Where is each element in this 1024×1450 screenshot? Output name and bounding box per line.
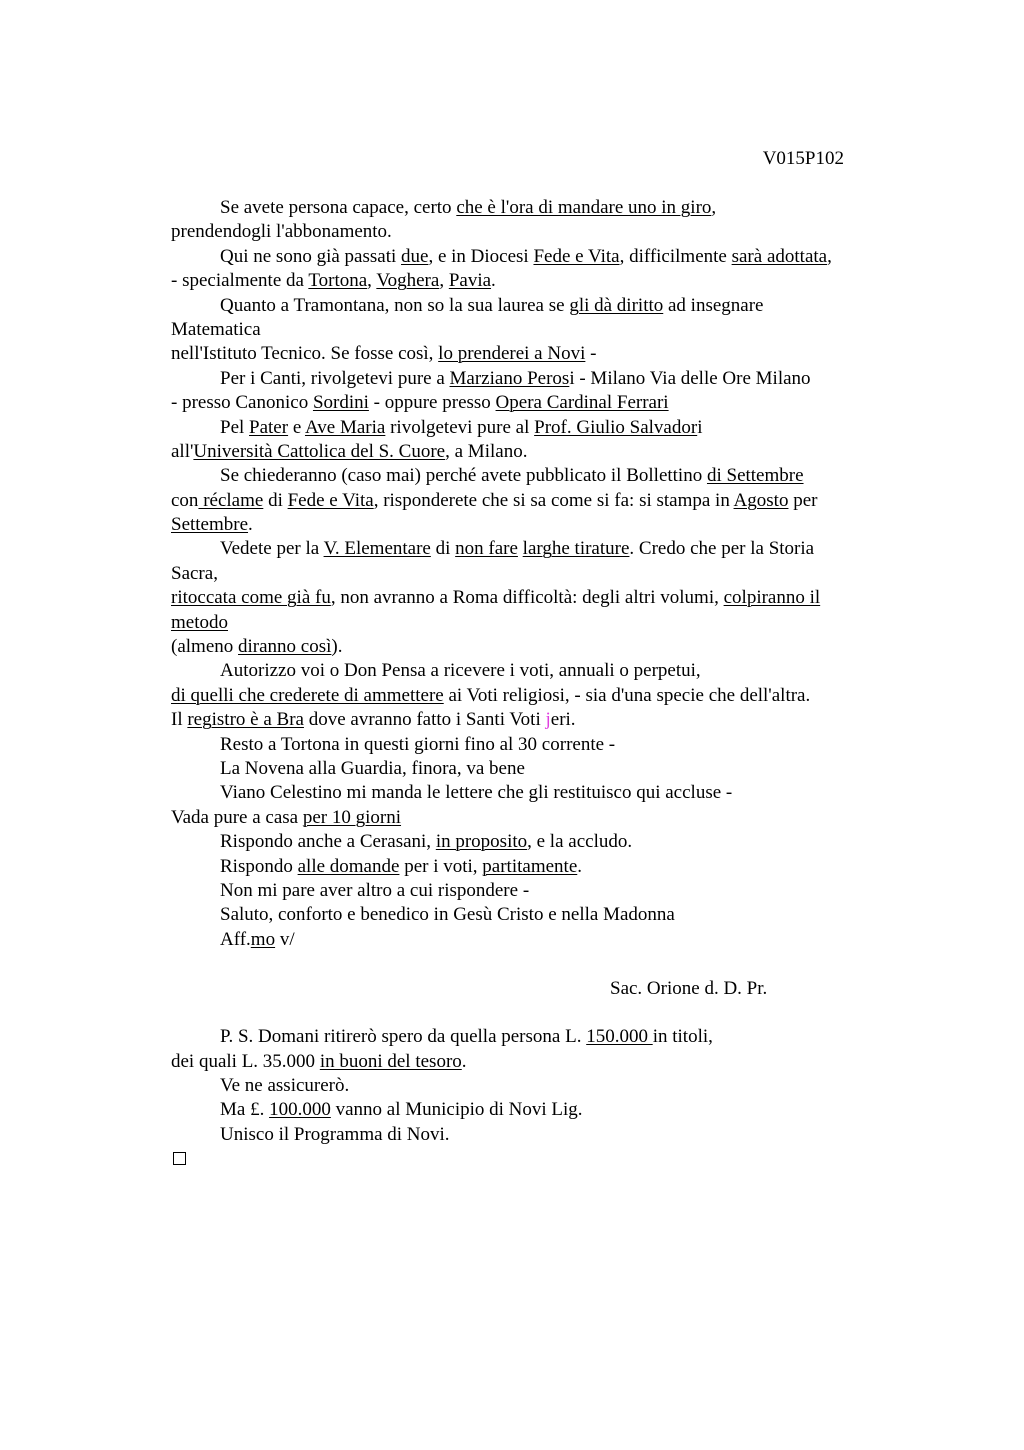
line-text: Rispondo [220, 855, 298, 877]
line-text: - presso Canonico [171, 392, 313, 414]
text-line [171, 781, 891, 805]
line-text: Ma £. [220, 1099, 270, 1121]
underlined-text: colpiranno il [723, 587, 821, 609]
text-line [171, 586, 891, 610]
line-text: , risponderete che si sa come si fa: si stampa in [373, 489, 734, 511]
line-text: Vada pure a casa [171, 806, 303, 828]
underlined-text: registro è a Bra [187, 709, 304, 731]
highlighted-letter: j [545, 709, 551, 731]
text-line [171, 513, 891, 537]
line-text: . [248, 514, 253, 536]
line-text: Autorizzo voi o Don Pensa a ricevere i voti, annuali o perpetui, [220, 660, 701, 682]
text-line [171, 342, 891, 366]
underlined-text: in proposito [435, 831, 528, 853]
underlined-text: sarà adottata [731, 245, 828, 267]
line-text: P. S. Domani ritirerò spero da quella persona L. [220, 1026, 587, 1048]
underlined-text: di quelli che crederete di ammettere [171, 684, 444, 706]
line-text: eri. [550, 709, 576, 731]
underlined-text: Pavia [448, 270, 492, 292]
text-line [171, 1123, 891, 1147]
line-text: Matematica [171, 318, 261, 340]
text-line [171, 684, 891, 708]
line-text: in titoli, [652, 1026, 713, 1048]
underlined-text: réclame [198, 489, 264, 511]
underlined-text: metodo [171, 611, 228, 633]
line-text: (almeno [171, 636, 239, 658]
text-line [171, 440, 891, 464]
line-text: di [263, 489, 288, 511]
underlined-text: Pater [249, 416, 289, 438]
line-text: di [430, 538, 456, 560]
signature-line [171, 977, 891, 1001]
line-text: ). [331, 636, 343, 658]
text-line [171, 708, 891, 732]
line-text: i - Milano Via delle Ore Milano [569, 367, 811, 389]
line-text: vanno al Municipio di Novi Lig. [330, 1099, 583, 1121]
underlined-text: V. Elementare [323, 538, 431, 560]
line-text: Per i Canti, rivolgetevi pure a [220, 367, 450, 389]
line-text: , a Milano. [445, 440, 528, 462]
checkbox-square [171, 1147, 891, 1171]
line-text: - specialmente da [171, 270, 309, 292]
underlined-text: Università Cattolica del S. Cuore [193, 440, 446, 462]
underlined-text: Fede e Vita [287, 489, 374, 511]
line-text: , [439, 270, 449, 292]
underlined-text: Tortona [308, 270, 368, 292]
underlined-text: alle domande [297, 855, 400, 877]
underlined-text: non fare [455, 538, 518, 560]
text-line [171, 294, 891, 318]
underlined-text: larghe tirature [522, 538, 630, 560]
line-text: Sacra, [171, 562, 218, 584]
text-line [171, 1025, 891, 1049]
line-text: nell'Istituto Tecnico. Se fosse così, [171, 343, 439, 365]
line-text: Non mi pare aver altro a cui rispondere - [220, 879, 530, 901]
text-line [171, 489, 891, 513]
line-text: , [827, 245, 832, 267]
text-line [171, 830, 891, 854]
line-text: . Credo che per la Storia [629, 538, 815, 560]
text-line [171, 1074, 891, 1098]
line-text: Viano Celestino mi manda le lettere che gli restituisco qui accluse - [220, 782, 733, 804]
text-line [171, 416, 891, 440]
text-line [171, 879, 891, 903]
underlined-text: Opera Cardinal Ferrari [495, 392, 669, 414]
underlined-text: Agosto [733, 489, 789, 511]
text-line [171, 903, 891, 927]
text-line [171, 464, 891, 488]
underlined-text: due [401, 245, 429, 267]
line-text: Qui ne sono già passati [220, 245, 402, 267]
line-text: , non avranno a Roma difficoltà: degli altri volumi, [330, 587, 724, 609]
line-text: Sac. Orione d. D. Pr. [610, 977, 768, 999]
text-line [171, 733, 891, 757]
underlined-text: partitamente [482, 855, 578, 877]
line-text: Ve ne assicurerò. [220, 1075, 350, 1097]
text-line [171, 635, 891, 659]
underlined-text: Settembre [171, 514, 249, 536]
line-text: Quanto a Tramontana, non so la sua laurea se [220, 294, 570, 316]
square-icon [173, 1152, 186, 1165]
text-line [171, 757, 891, 781]
line-text: . [461, 1050, 467, 1072]
underlined-text: Voghera [376, 270, 440, 292]
line-text: Rispondo anche a Cerasani, [220, 831, 436, 853]
line-text: , [367, 270, 377, 292]
line-text: Unisco il Programma di Novi. [220, 1123, 450, 1145]
line-text: Aff. [220, 928, 251, 950]
underlined-text: mo [250, 928, 276, 950]
line-text: , [711, 197, 717, 218]
line-text: , e in Diocesi [428, 245, 534, 267]
underlined-text: che è l'ora di mandare uno in giro [456, 197, 712, 218]
underlined-text: Sordini [312, 392, 369, 414]
text-line [171, 1050, 891, 1074]
document-code: V015P102 [762, 148, 844, 169]
text-line [171, 806, 891, 830]
line-text: rivolgetevi pure al [385, 416, 535, 438]
underlined-text: in buoni del tesoro [319, 1050, 462, 1072]
line-text: per [788, 489, 818, 511]
line-text: all' [171, 440, 194, 462]
line-text: v/ [275, 928, 295, 950]
text-line [171, 196, 891, 220]
underlined-text: ritoccata come già fu [171, 587, 331, 609]
text-line [171, 562, 891, 586]
text-line [171, 855, 891, 879]
line-text: Vedete per la [220, 538, 324, 560]
text-line [171, 220, 891, 244]
line-text: per i voti, [399, 855, 483, 877]
line-text: prendendogli l'abbonamento. [171, 221, 392, 243]
line-text: - [585, 343, 597, 365]
line-text: e [288, 416, 305, 438]
line-text: La Novena alla Guardia, finora, va bene [220, 757, 525, 779]
line-text: ad insegnare [663, 294, 764, 316]
underlined-text: di Settembre [706, 465, 804, 487]
text-line [171, 245, 891, 269]
line-text: Se chiederanno (caso mai) perché avete pubblicato il Bollettino [220, 465, 707, 487]
text-line [171, 537, 891, 561]
text-line [171, 269, 891, 293]
line-text: - oppure presso [368, 392, 496, 414]
text-line [171, 367, 891, 391]
line-text: Il [171, 709, 188, 731]
line-text: , e la accludo. [527, 831, 633, 853]
blank-line [171, 1001, 891, 1025]
blank-line [171, 952, 891, 976]
underlined-text: Prof. Giulio Salvador [534, 416, 698, 438]
line-text: . [491, 270, 496, 292]
text-line [171, 1098, 891, 1122]
line-text: Resto a Tortona in questi giorni fino al 30 corrente - [220, 733, 616, 755]
line-text: Se avete persona capace, certo [220, 197, 457, 218]
underlined-text: per 10 giorni [302, 806, 402, 828]
text-line [171, 391, 891, 415]
line-text: Pel [220, 416, 250, 438]
line-text: i [697, 416, 703, 438]
text-line [171, 318, 891, 342]
underlined-text: 100.000 [269, 1099, 331, 1121]
line-text: ai Voti religiosi, - sia d'una specie che dell'altra. [443, 684, 811, 706]
line-text: dove avranno fatto i Santi Voti [303, 709, 546, 731]
underlined-text: lo prenderei a Novi [438, 343, 586, 365]
line-text: . [577, 855, 583, 877]
letter-body [171, 196, 891, 1172]
underlined-text: gli dà diritto [569, 294, 664, 316]
text-line [171, 659, 891, 683]
text-line [171, 928, 891, 952]
line-text: , difficilmente [619, 245, 732, 267]
text-line [171, 611, 891, 635]
line-text: con [171, 489, 199, 511]
underlined-text: Ave Maria [304, 416, 386, 438]
line-text: Saluto, conforto e benedico in Gesù Cristo e nella Madonna [220, 904, 675, 926]
underlined-text: 150.000 [586, 1026, 653, 1048]
underlined-text: diranno così [238, 636, 332, 658]
underlined-text: Marziano Peros [449, 367, 570, 389]
line-text: dei quali L. 35.000 [171, 1050, 320, 1072]
underlined-text: Fede e Vita [533, 245, 620, 267]
